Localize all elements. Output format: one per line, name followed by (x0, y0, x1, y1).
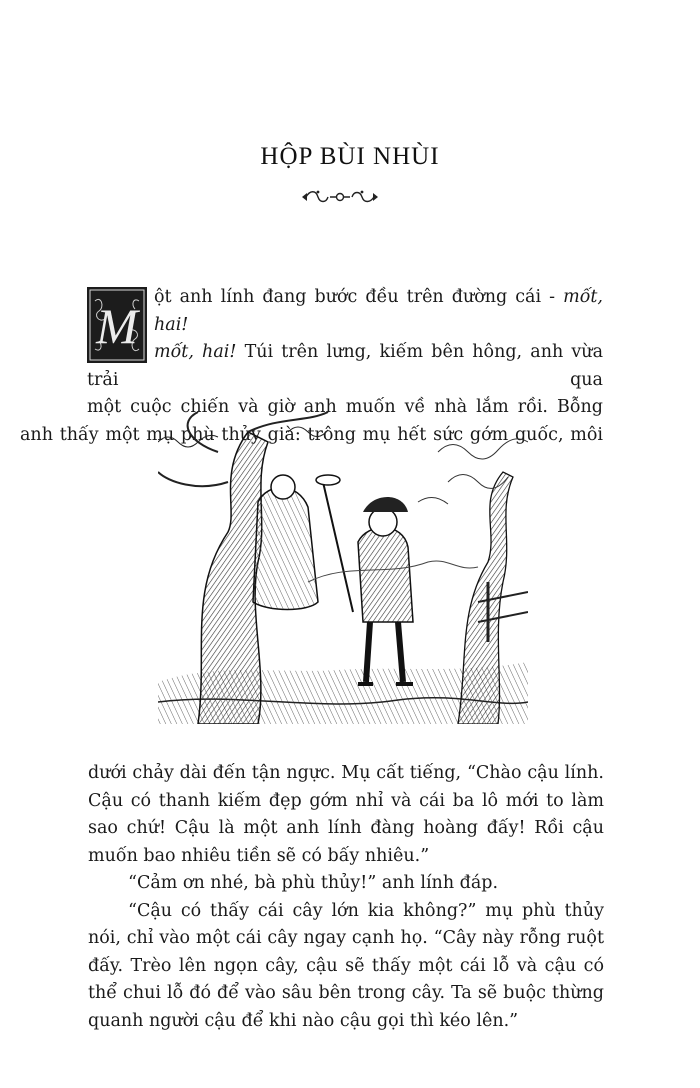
paragraph: dưới chảy dài đến tận ngực. Mụ cất tiếng, “Chào cậu lính. Cậu có thanh kiếm đẹp gớm nhỉ và cái ba lô mới to làm sao chứ! Cậu là một anh lính đàng hoàng đấy! Rồi cậu muốn bao nhiêu tiền sẽ có bấy nhiêu.” (88, 763, 604, 866)
ornament-flourish-icon (300, 186, 380, 208)
text-line: ột anh lính đang bước đều trên đường cái - (154, 287, 564, 307)
text-line: anh thấy một mụ phù thủy già: trông mụ hết sức gớm guốc, môi (20, 424, 603, 445)
text-emphasis: mốt, hai! (154, 287, 603, 335)
paragraph: “Cảm ơn nhé, bà phù thủy!” anh lính đáp. (128, 873, 499, 893)
text-line: Túi trên lưng, kiếm bên hông, anh vừa trải qua (87, 342, 603, 390)
drop-cap-letter: M (96, 298, 138, 354)
text-emphasis: mốt, hai! (154, 342, 237, 362)
chapter-title: HỘP BÙI NHÙI (260, 143, 440, 170)
paragraph: “Cậu có thấy cái cây lớn kia không?” mụ phù thủy nói, chỉ vào một cái cây ngay cạnh họ. “Cây này rỗng ruột đấy. Trèo lên ngọn cây, cậu sẽ thấy một cái lỗ và cậu có thể chui lỗ đó để vào sâu bên trong cây. Ta sẽ buộc thừng quanh người cậu để khi nào cậu gọi thì kéo lên.” (88, 900, 604, 1031)
text-line: một cuộc chiến và giờ anh muốn về nhà lắm rồi. Bỗng (87, 397, 603, 417)
body-text (88, 760, 604, 1035)
drop-cap-ornament (87, 287, 147, 363)
engraving-illustration (158, 412, 528, 724)
